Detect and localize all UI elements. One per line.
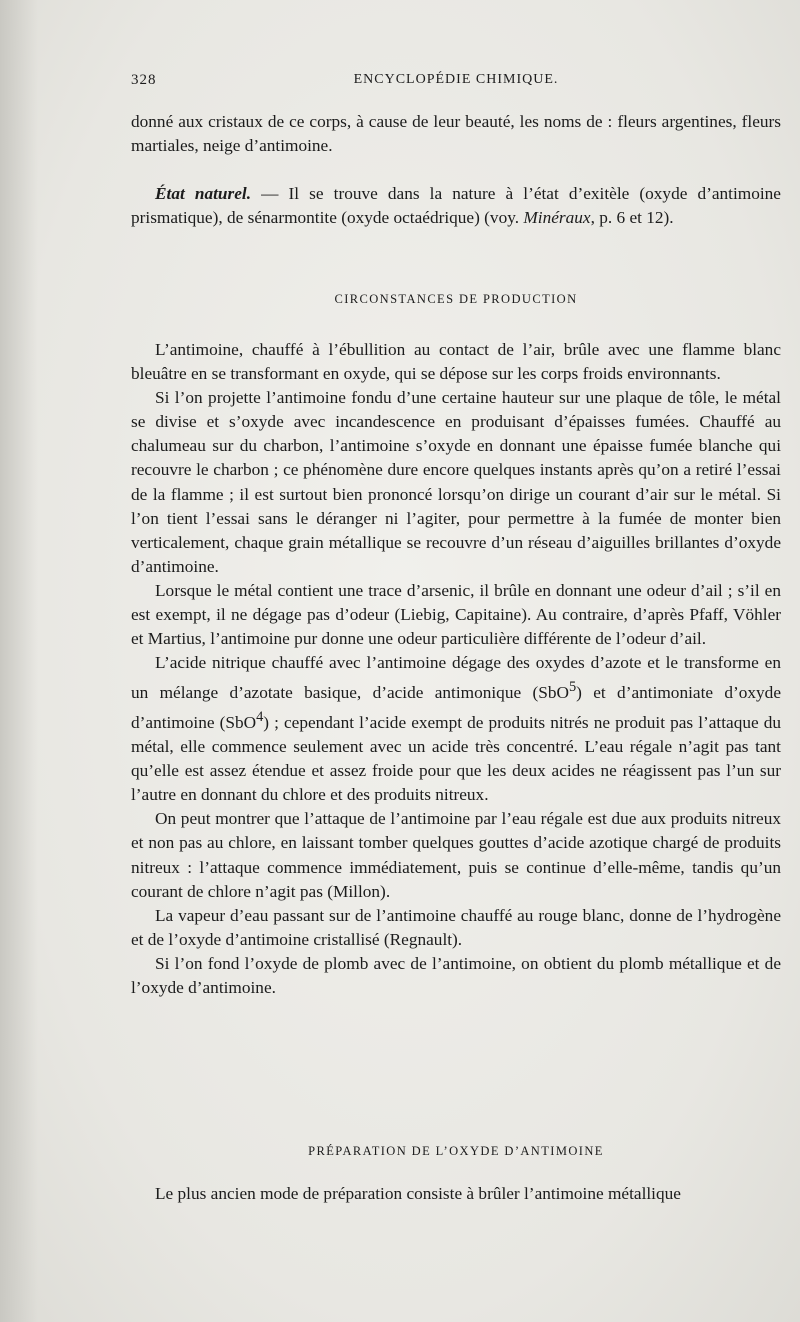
etat-naturel-text-end: , p. 6 et 12). <box>590 208 674 228</box>
running-title: ENCYCLOPÉDIE CHIMIQUE. <box>353 72 559 87</box>
nitric-acid-paragraph <box>131 651 781 807</box>
mineraux-reference: Minéraux <box>523 208 591 228</box>
etat-naturel-text: — Il se trouve dans la nature à l’état d’exitèle (oxyde d’antimoine prismatique), de sénarmontite (oxyde octaédrique) (voy. <box>131 184 781 228</box>
body-paragraph: L’antimoine, chauffé à l’ébullition au contact de l’air, brûle avec une flamme blanc bleuâtre en se transformant en oxyde, qui se dépose sur les corps froids environnants. <box>131 340 781 384</box>
body-paragraph: Si l’on projette l’antimoine fondu d’une certaine hauteur sur une plaque de tôle, le métal se divise et s’oxyde avec incandescence en produisant d’épaisses fumées. Chauffé au chalumeau sur du charbon, l’antimoine s’oxyde en donnant une épaisse fumée blanche qui recouvre le charbon ; ce phénomène dure encore quelques instants après qu’on a retiré l’essai de la flamme ; il est surtout bien prononcé lorsqu’on dirige un courant d’air sur le métal. Si l’on tient l’essai sans le déranger ni l’agiter, pour permettre à la fumée de monter bien verticalement, chaque grain métallique se recouvre d’un réseau d’aiguilles brillantes d’oxyde d’antimoine. <box>131 388 781 576</box>
body-paragraph: Si l’on fond l’oxyde de plomb avec de l’antimoine, on obtient du plomb métallique et de l’oxyde d’antimoine. <box>131 953 781 997</box>
page-number: 328 <box>131 72 157 88</box>
page-header <box>131 72 781 100</box>
section-production-body <box>131 338 781 1000</box>
section-heading-production: CIRCONSTANCES DE PRODUCTION <box>334 292 578 306</box>
section-heading-preparation: PRÉPARATION DE L’OXYDE D’ANTIMOINE <box>308 1144 604 1158</box>
intro-block <box>131 110 781 158</box>
etat-naturel-block <box>131 182 781 230</box>
body-paragraph: Lorsque le métal contient une trace d’arsenic, il brûle en donnant une odeur d’ail ; s’il en est exempt, il ne dégage pas d’odeur (Liebig, Capitaine). Au contraire, d’après Pfaff, Vöhler et Martius, l’antimoine pur donne une odeur particulière différente de l’odeur d’ail. <box>131 580 781 649</box>
body-paragraph: On peut montrer que l’attaque de l’antimoine par l’eau régale est due aux produits nitreux et non pas au chlore, en laissant tomber quelques gouttes d’acide azotique chargé de produits nitreux : l’attaque commence immédiatement, puis se continue d’elle-même, tandis qu’un courant de chlore n’agit pas (Millon). <box>131 809 781 901</box>
body-paragraph: La vapeur d’eau passant sur de l’antimoine chauffé au rouge blanc, donne de l’hydrogène et de l’oxyde d’antimoine cristallisé (Regnault). <box>131 905 781 949</box>
etat-naturel-label: État naturel. <box>155 184 252 203</box>
nitric-text-2: ) et d’antimoniate d’oxyde d’antimoine (SbO <box>131 683 781 732</box>
body-paragraph: Le plus ancien mode de préparation consiste à brûler l’antimoine métallique <box>155 1184 681 1203</box>
intro-paragraph: donné aux cristaux de ce corps, à cause de leur beauté, les noms de : fleurs argentines, fleurs martiales, neige d’antimoine. <box>131 112 781 156</box>
etat-naturel-paragraph <box>131 182 781 230</box>
formula-superscript: 4 <box>256 709 264 726</box>
page-edge-shadow <box>0 0 38 1322</box>
nitric-text-1: L’acide nitrique chauffé avec l’antimoine dégage des oxydes d’azote et le transforme en un mélange d’azotate basique, d’acide antimonique (SbO <box>131 653 781 703</box>
section-preparation-body <box>131 1182 781 1206</box>
formula-superscript: 5 <box>568 679 577 696</box>
nitric-text-3: ) ; cependant l’acide exempt de produits nitrés ne produit pas l’attaque du métal, elle commence seulement avec un acide très concentré. L’eau régale n’agit pas tant qu’elle est assez étendue et assez froide pour que les deux acides ne réagissent pas l’un sur l’autre en donnant du chlore et des produits nitreux. <box>131 712 782 805</box>
